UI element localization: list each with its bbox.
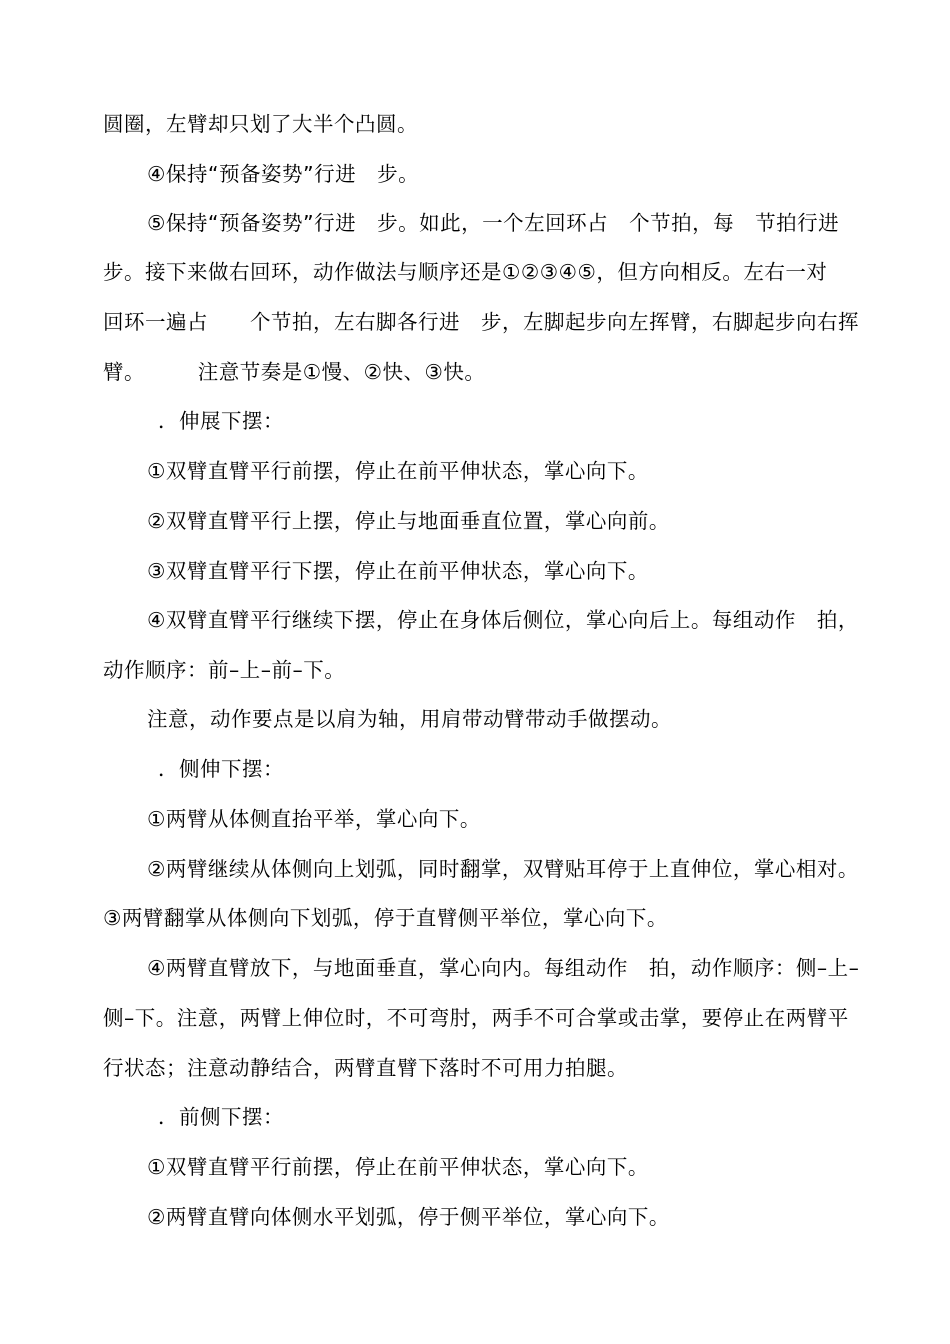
- text-line: ③双臂直臂平行下摆，停止在前平伸状态，掌心向下。: [147, 559, 649, 583]
- text-line: 注意，动作要点是以肩为轴，用肩带动臂带动手做摆动。: [147, 707, 672, 731]
- text-line: ④两臂直臂放下，与地面垂直，掌心向内。每组动作 拍，动作顺序：侧–上–: [147, 956, 860, 980]
- text-line: 臂。 注意节奏是①慢、②快、③快。: [103, 360, 486, 384]
- text-line: ①双臂直臂平行前摆，停止在前平伸状态，掌心向下。: [147, 1155, 649, 1179]
- text-line: ④保持“预备姿势”行进 步。: [147, 162, 420, 186]
- section-heading: ．前侧下摆：: [158, 1105, 284, 1129]
- text-line: 圆圈，左臂却只划了大半个凸圆。: [103, 112, 418, 136]
- section-heading: ．侧伸下摆：: [158, 757, 284, 781]
- section-heading: ．伸展下摆：: [158, 409, 284, 433]
- text-line: ⑤保持“预备姿势”行进 步。如此，一个左回环占 个节拍，每 节拍行进: [147, 211, 840, 235]
- text-line: ②两臂继续从体侧向上划弧，同时翻掌，双臂贴耳停于上直伸位，掌心相对。: [147, 857, 859, 881]
- text-line: ②双臂直臂平行上摆，停止与地面垂直位置，掌心向前。: [147, 509, 670, 533]
- text-line: 行状态；注意动静结合，两臂直臂下落时不可用力拍腿。: [103, 1056, 628, 1080]
- text-line: 回环一遍占 个节拍，左右脚各行进 步，左脚起步向左挥臂，右脚起步向右挥: [103, 310, 859, 334]
- text-line: ①两臂从体侧直抬平举，掌心向下。: [147, 807, 481, 831]
- text-line: 侧–下。注意，两臂上伸位时，不可弯肘，两手不可合掌或击掌，要停止在两臂平: [103, 1006, 849, 1030]
- text-line: 动作顺序：前–上–前–下。: [103, 658, 346, 682]
- text-line: ④双臂直臂平行继续下摆，停止在身体后侧位，掌心向后上。每组动作 拍，: [147, 608, 859, 632]
- text-line: ②两臂直臂向体侧水平划弧，停于侧平举位，掌心向下。: [147, 1205, 670, 1229]
- text-line: ①双臂直臂平行前摆，停止在前平伸状态，掌心向下。: [147, 459, 649, 483]
- text-line: ③两臂翻掌从体侧向下划弧，停于直臂侧平举位，掌心向下。: [103, 906, 668, 930]
- text-line: 步。接下来做右回环，动作做法与顺序还是①②③④⑤，但方向相反。左右一对: [103, 260, 828, 284]
